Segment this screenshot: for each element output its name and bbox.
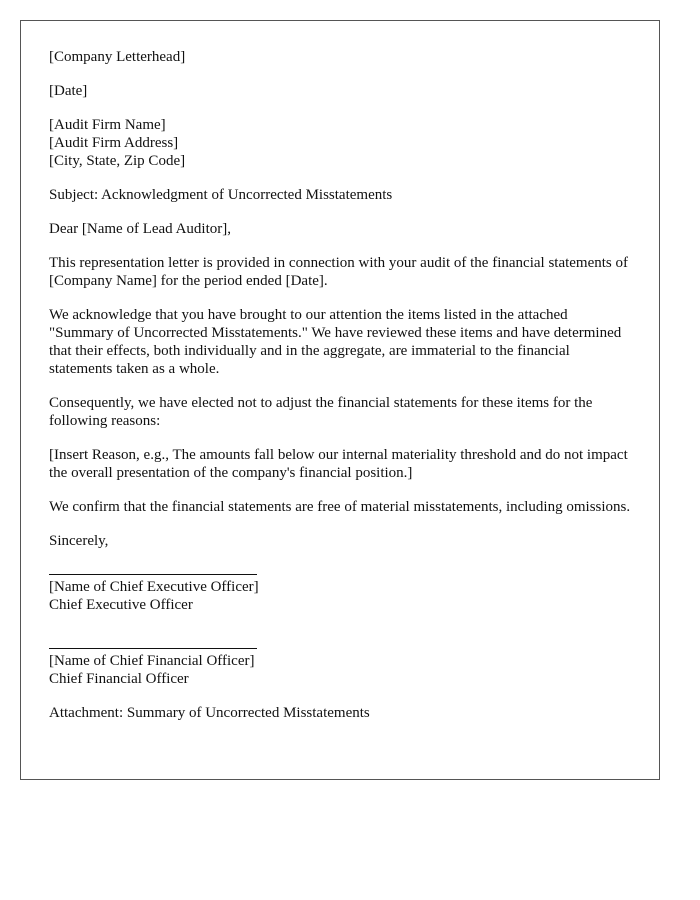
audit-firm-address: [Audit Firm Address]: [49, 135, 179, 151]
audit-firm-name: [Audit Firm Name]: [49, 117, 166, 133]
subject-line: Subject: Acknowledgment of Uncorrected Misstatements: [49, 187, 393, 203]
body-paragraph-reasons-intro: Consequently, we have elected not to adjust the financial statements for these items for the following reasons:: [49, 395, 593, 429]
cfo-title: Chief Financial Officer: [49, 671, 189, 687]
letter-date: [Date]: [49, 83, 88, 99]
body-paragraph-confirmation: We confirm that the financial statements are free of material misstatements, including omissions.: [49, 499, 631, 515]
body-paragraph-acknowledgment: We acknowledge that you have brought to our attention the items listed in the attached "Summary of Uncorrected Misstatements." We have reviewed these items and have determined that their effects, both individually and in the aggregate, are immaterial to the financial statements taken as a whole.: [49, 307, 622, 377]
body-paragraph-reason-placeholder: [Insert Reason, e.g., The amounts fall below our internal materiality threshold and do not impact the overall presentation of the company's financial position.]: [49, 447, 628, 481]
signature-line: [49, 648, 257, 649]
ceo-title: Chief Executive Officer: [49, 597, 193, 613]
cfo-name-placeholder: [Name of Chief Financial Officer]: [49, 653, 255, 669]
body-paragraph-purpose: This representation letter is provided in connection with your audit of the financial statements of [Company Name] for the period ended [Date].: [49, 255, 629, 289]
audit-firm-city-state-zip: [City, State, Zip Code]: [49, 153, 186, 169]
signature-block-ceo: [49, 574, 631, 614]
letter-page: [20, 20, 660, 780]
salutation: Dear [Name of Lead Auditor],: [49, 221, 232, 237]
company-letterhead: [Company Letterhead]: [49, 49, 186, 65]
recipient-address-block: [49, 116, 631, 170]
attachment-note: Attachment: Summary of Uncorrected Misstatements: [49, 705, 370, 721]
signature-block-cfo: [49, 648, 631, 688]
closing: Sincerely,: [49, 533, 109, 549]
ceo-name-placeholder: [Name of Chief Executive Officer]: [49, 579, 259, 595]
signature-line: [49, 574, 257, 575]
